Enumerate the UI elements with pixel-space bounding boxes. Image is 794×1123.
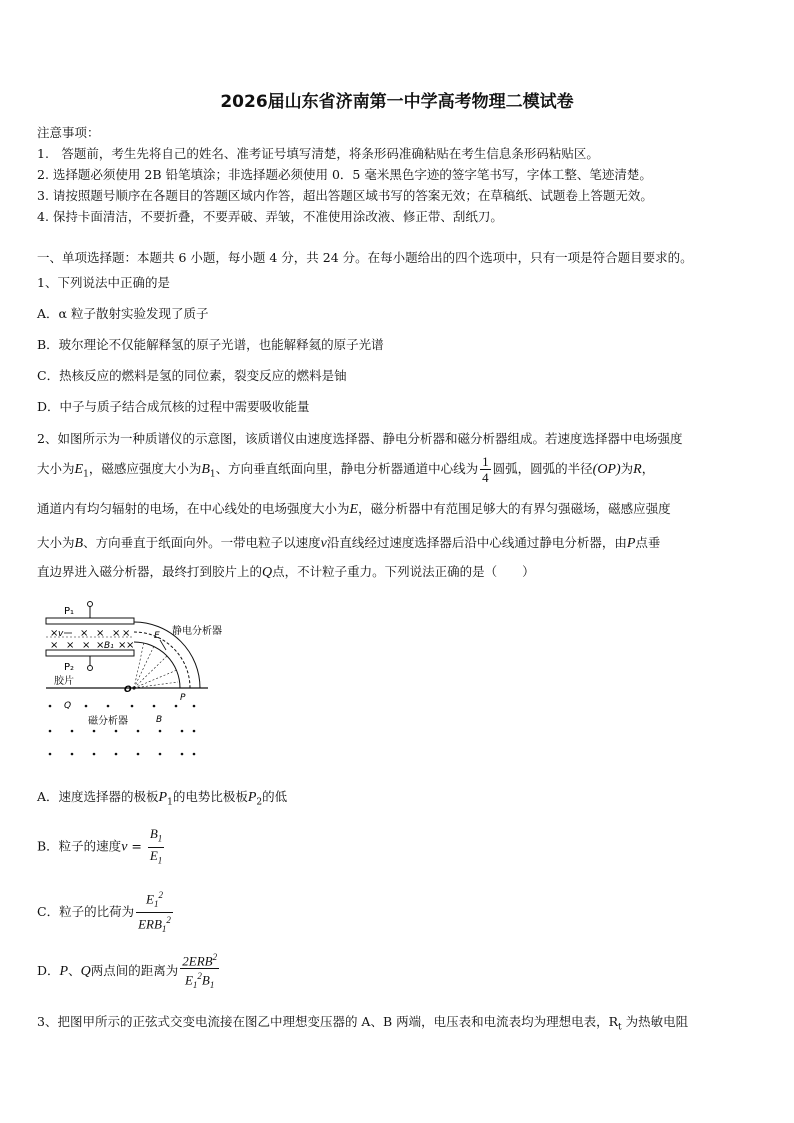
q2-stem-line5: 直边界进入磁分析器，最终打到胶片上的Q点，不计粒子重力。下列说法正确的是（ ） <box>37 564 535 580</box>
svg-text:×: × <box>50 640 59 651</box>
svg-text:×: × <box>82 640 91 651</box>
notice-item: 1. 答题前，考生先将自己的姓名、准考证号填写清楚，将条形码准确粘贴在考生信息条形码粘贴区。 <box>37 146 599 161</box>
fraction-b1-e1: $\frac{B_1}{E_1}$ <box>149 826 163 866</box>
notice-item: 2. 选择题必须使用 2B 铅笔填涂；非选择题必须使用 0．5 毫米黑色字迹的签字笔书写，字体工整、笔迹清楚。 <box>37 167 652 182</box>
q2-stem-line4: 大小为B、方向垂直于纸面向外。一带电粒子以速度v沿直线经过速度选择器后沿中心线通过静电分析器，由P点垂 <box>37 535 661 551</box>
label-p1: P₁ <box>64 606 75 617</box>
q1-option-a: A．α 粒子散射实验发现了质子 <box>37 306 209 321</box>
section-heading: 一、单项选择题：本题共 6 小题，每小题 4 分，共 24 分。在每小题给出的四个选项中，只有一项是符合题目要求的。 <box>37 250 693 265</box>
page-title: 2026届山东省济南第一中学高考物理二模试卷 <box>220 92 574 112</box>
notice-item: 4. 保持卡面清洁，不要折叠，不要弄破、弄皱，不准使用涂改液、修正带、刮纸刀。 <box>37 209 503 224</box>
q2-stem-line1: 2、如图所示为一种质谱仪的示意图，该质谱仪由速度选择器、静电分析器和磁分析器组成。若速度选择器中电场强度 <box>37 431 683 446</box>
label-p: P <box>180 693 186 703</box>
q3-stem: 3、把图甲所示的正弦式交变电流接在图乙中理想变压器的 A、B 两端，电压表和电流表均为理想电表，$R_t$ 为热敏电阻 <box>37 1014 689 1033</box>
svg-text:×: × <box>66 640 75 651</box>
label-o: O <box>124 685 132 695</box>
q1-option-c: C．热核反应的燃料是氢的同位素，裂变反应的燃料是铀 <box>37 368 347 383</box>
q1-option-b: B．玻尔理论不仅能解释氢的原子光谱，也能解释氦的原子光谱 <box>37 337 384 352</box>
q1-option-d: D．中子与质子结合成氘核的过程中需要吸收能量 <box>37 399 310 414</box>
label-q: Q <box>64 701 72 711</box>
q2-option-a: A．速度选择器的极板$P_1$的电势比极板$P_2$的低 <box>37 789 288 808</box>
q2-option-d: D．P、Q两点间的距离为 $\frac{2ERB^2}{E_1^2B_1}$ <box>37 950 221 993</box>
svg-text:×: × <box>118 640 127 651</box>
fraction-quarter: $\frac{1}{4}$ <box>482 454 489 485</box>
svg-text:×: × <box>96 628 105 639</box>
magnetic-field-dots <box>49 705 196 756</box>
q2-option-b: B．粒子的速度v = $\frac{B_1}{E_1}$ <box>37 826 166 868</box>
label-b1: B₁ <box>104 641 114 651</box>
q1-stem: 1、下列说法中正确的是 <box>37 275 170 290</box>
fraction-distance: $\frac{2ERB^2}{E_1^2B_1}$ <box>182 952 218 991</box>
q2-stem-line3: 通道内有均匀辐射的电场，在中心线处的电场强度大小为E，磁分析器中有范围足够大的有界匀强磁场，磁感应强度 <box>37 501 671 517</box>
label-msa: 磁分析器 <box>88 716 128 727</box>
notice-heading: 注意事项： <box>37 125 100 140</box>
svg-text:×: × <box>126 640 135 651</box>
label-e: E <box>154 631 160 641</box>
svg-text:×: × <box>112 628 121 639</box>
label-b: B <box>156 715 163 725</box>
label-esa: 静电分析器 <box>172 626 222 637</box>
q2-option-c: C．粒子的比荷为 $\frac{E_1^2}{ERB_1^2}$ <box>37 888 175 937</box>
mass-spectrometer-diagram <box>36 596 256 766</box>
svg-text:×: × <box>80 628 89 639</box>
svg-text:×: × <box>96 640 105 651</box>
q2-stem-line2: 大小为$E_1$，磁感应强度大小为$B_1$、方向垂直纸面向里，静电分析器通道中心线为 $\frac{1}{4}$ 圆弧，圆弧的半径(OP)为R， <box>37 454 655 485</box>
svg-text:×: × <box>50 628 59 639</box>
label-v: v <box>58 629 64 639</box>
svg-text:×: × <box>122 628 131 639</box>
label-p2: P₂ <box>64 662 75 673</box>
label-film: 胶片 <box>54 676 74 687</box>
notice-item: 3. 请按照题号顺序在各题目的答题区域内作答，超出答题区域书写的答案无效；在草稿纸、试题卷上答题无效。 <box>37 188 653 203</box>
fraction-charge-mass: $\frac{E_1^2}{ERB_1^2}$ <box>138 890 171 934</box>
plate-p1 <box>46 618 134 624</box>
